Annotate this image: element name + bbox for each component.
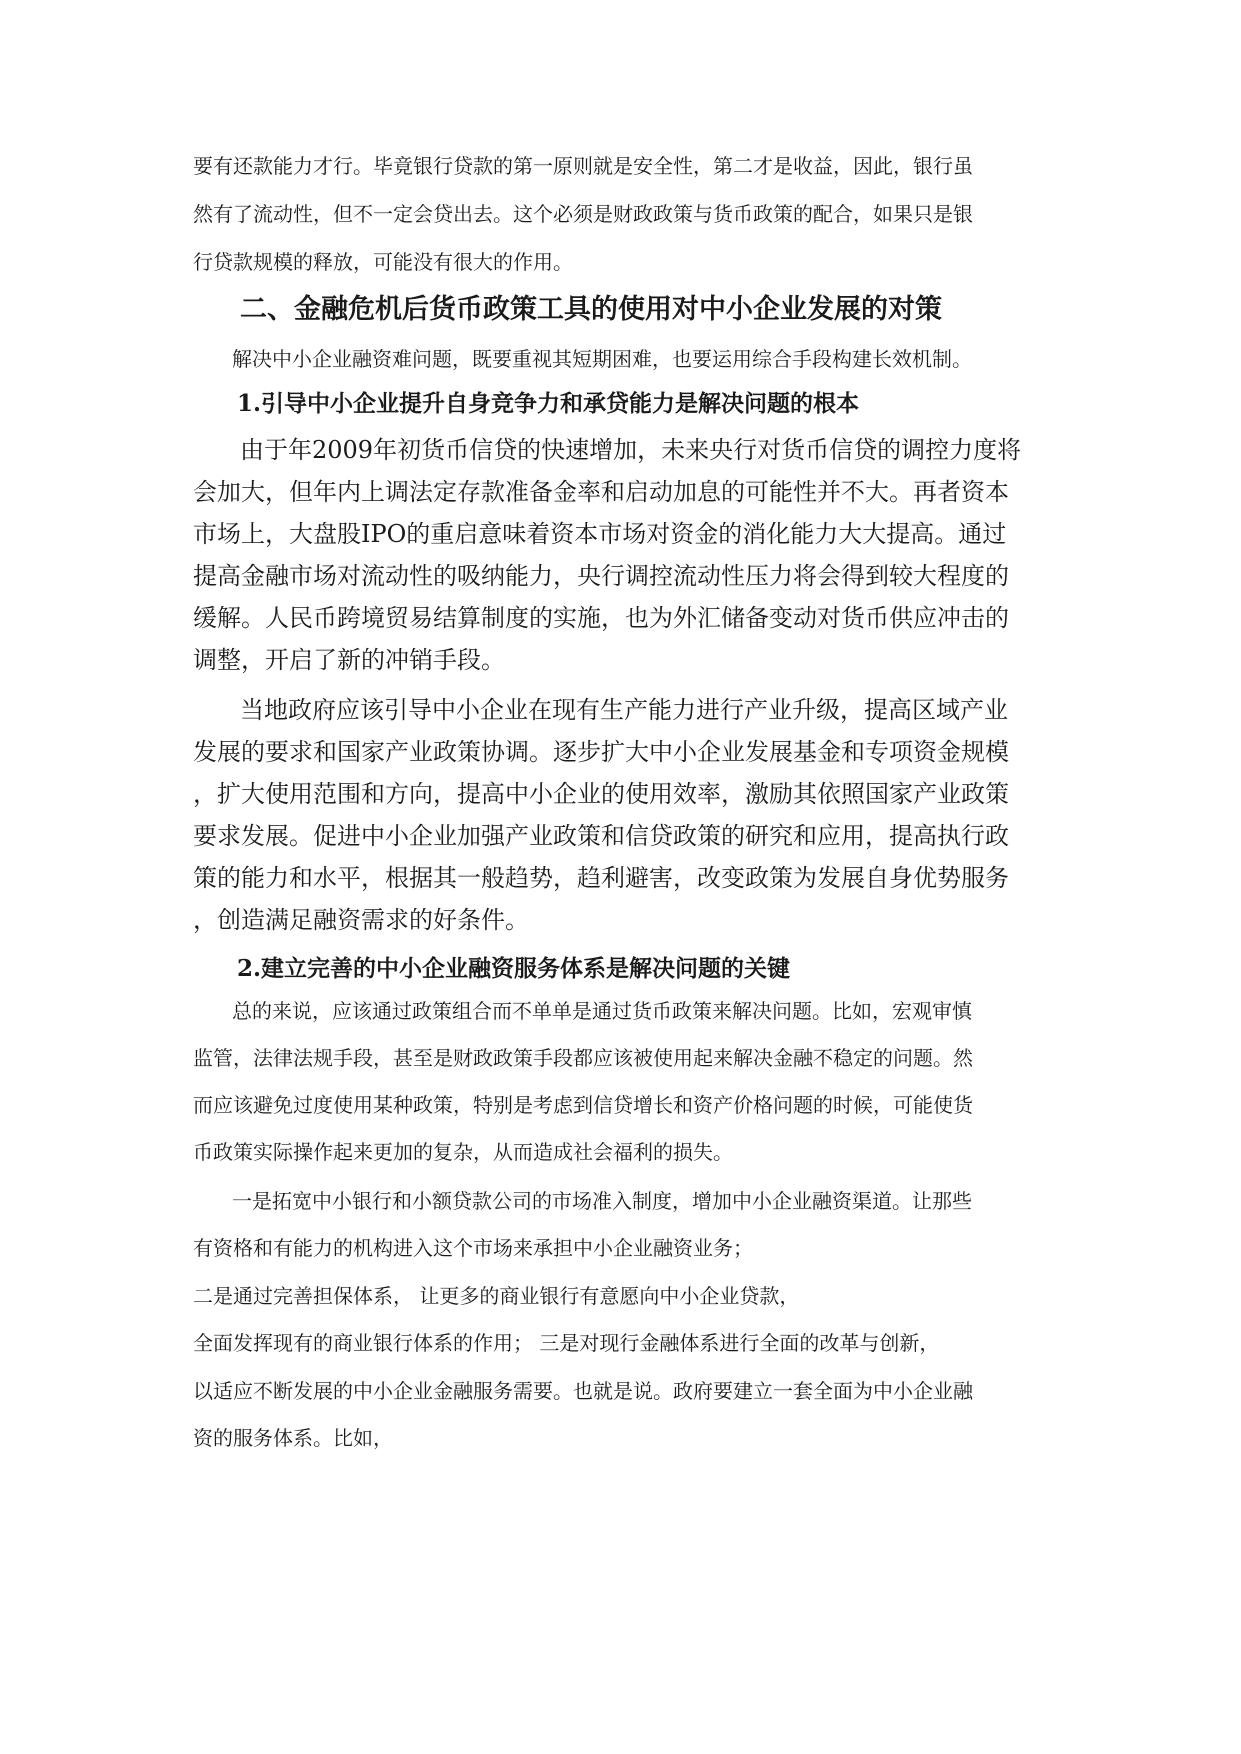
subheading-2: 2.建立完善的中小企业融资服务体系是解决问题的关键	[237, 955, 791, 982]
body-line: 策的能力和水平，根据其一般趋势，趋利避害，改变政策为发展自身优势服务	[193, 864, 1009, 892]
body-line: 一是拓宽中小银行和小额贷款公司的市场准入制度，增加中小企业融资渠道。让那些	[232, 1189, 972, 1213]
body-line: 当地政府应该引导中小企业在现有生产能力进行产业升级，提高区域产业	[240, 696, 1008, 724]
body-line: 提高金融市场对流动性的吸纳能力，央行调控流动性压力将会得到较大程度的	[193, 562, 1009, 590]
body-line: 二是通过完善担保体系， 让更多的商业银行有意愿向中小企业贷款，	[193, 1284, 800, 1308]
body-line: 币政策实际操作起来更加的复杂，从而造成社会福利的损失。	[193, 1140, 733, 1164]
body-line: 缓解。人民币跨境贸易结算制度的实施，也为外汇储备变动对货币供应冲击的	[193, 604, 1009, 632]
body-line: 而应该避免过度使用某种政策，特别是考虑到信贷增长和资产价格问题的时候，可能使货	[193, 1093, 973, 1117]
body-line: 调整，开启了新的冲销手段。	[193, 646, 505, 674]
body-line: 要有还款能力才行。毕竟银行贷款的第一原则就是安全性，第二才是收益，因此，银行虽	[193, 154, 973, 178]
body-line: 资的服务体系。比如，	[193, 1426, 393, 1450]
section-intro: 解决中小企业融资难问题，既要重视其短期困难，也要运用综合手段构建长效机制。	[232, 347, 972, 371]
body-line: 以适应不断发展的中小企业金融服务需要。也就是说。政府要建立一套全面为中小企业融	[193, 1379, 973, 1403]
subheading-1: 1.引导中小企业提升自身竞争力和承贷能力是解决问题的根本	[237, 390, 860, 417]
body-line: 全面发挥现有的商业银行体系的作用； 三是对现行金融体系进行全面的改革与创新，	[193, 1331, 940, 1355]
body-line: 监管，法律法规手段，甚至是财政政策手段都应该被使用起来解决金融不稳定的问题。然	[193, 1046, 973, 1070]
body-line: 会加大，但年内上调法定存款准备金率和启动加息的可能性并不大。再者资本	[193, 478, 1009, 506]
body-line: 然有了流动性，但不一定会贷出去。这个必须是财政政策与货币政策的配合，如果只是银	[193, 202, 973, 226]
body-line: 总的来说，应该通过政策组合而不单单是通过货币政策来解决问题。比如，宏观审慎	[232, 999, 972, 1023]
body-line: 发展的要求和国家产业政策协调。逐步扩大中小企业发展基金和专项资金规模	[193, 738, 1009, 766]
body-line: ，扩大使用范围和方向，提高中小企业的使用效率，激励其依照国家产业政策	[193, 780, 1009, 808]
body-line: ，创造满足融资需求的好条件。	[193, 906, 529, 934]
body-line: 有资格和有能力的机构进入这个市场来承担中小企业融资业务；	[193, 1236, 753, 1260]
body-line: 要求发展。促进中小企业加强产业政策和信贷政策的研究和应用，提高执行政	[193, 822, 1009, 850]
body-line: 由于年2009年初货币信贷的快速增加，未来央行对货币信贷的调控力度将	[240, 436, 1022, 464]
section-heading: 二、金融危机后货币政策工具的使用对中小企业发展的对策	[240, 294, 942, 325]
body-line: 行贷款规模的释放，可能没有很大的作用。	[193, 250, 573, 274]
body-line: 市场上，大盘股IPO的重启意味着资本市场对资金的消化能力大大提高。通过	[193, 520, 1007, 548]
